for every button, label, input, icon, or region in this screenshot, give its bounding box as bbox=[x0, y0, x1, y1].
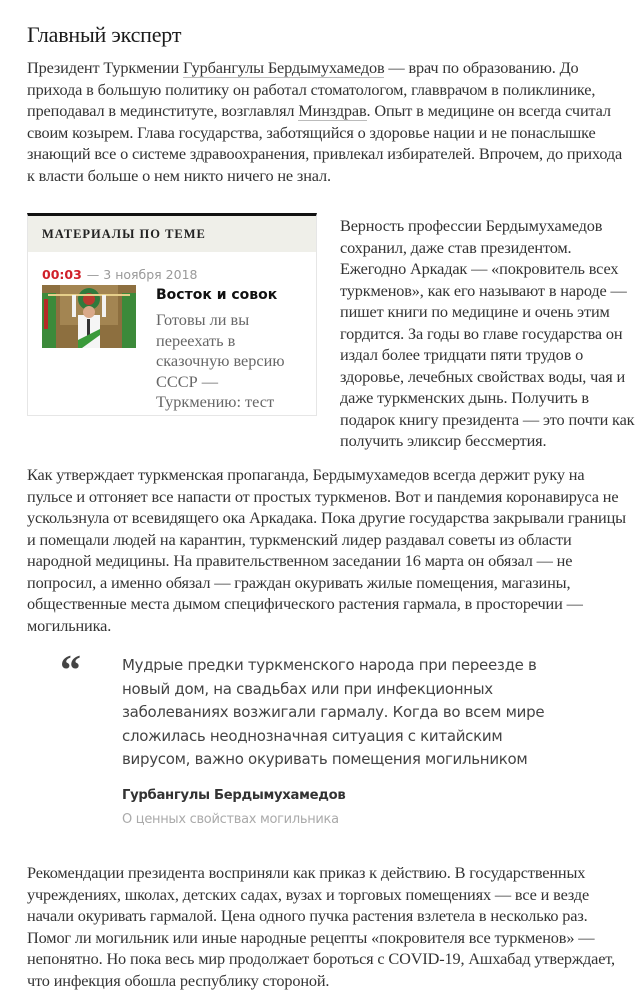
image-thumbnail-icon bbox=[42, 285, 136, 348]
article-paragraph-3: Как утверждает туркменская пропаганда, Бердымухамедов всегда держит руку на пульсе и отгоняет все напасти от простых туркменов. Вот и пандемия коронавируса не ускользнула от всевидящего ока Аркадака. Пока другие государства закрывали границы и помещали людей на карантин, туркменский лидер раздавал советы из области народной медицины. На правительственном заседании 16 марта он обязал — не попросил, а именно обязал — граждан окуривать жилые помещения, магазины, общественные места дымом специфического растения гармала, в просторечии — могильника. bbox=[27, 465, 626, 635]
related-item-meta bbox=[42, 267, 197, 282]
video-duration: 00:03 bbox=[42, 267, 82, 282]
publish-date: — 3 ноября 2018 bbox=[86, 267, 198, 282]
article-paragraph-4: Рекомендации президента восприняли как приказ к действию. В государственных учреждениях, школах, детских садах, вузах и торговых помещениях — все и везде начали окуривать гармалой. Цена одного пучка растения взлетела в несколько раз. Помог ли могильник или иные народные рецепты «покровителя все туркменов» — непонятно. Но пока весь мир продолжает бороться с COVID-19, Ашхабад утверждает, что инфекция обошла республику стороной. bbox=[27, 863, 615, 990]
paragraph-text: — врач по образованию. До прихода в большую политику он работал стоматологом, главврачом в поликлинике, преподавал в мединституте, возглавлял bbox=[27, 58, 596, 120]
related-item-description[interactable]: Готовы ли вы переехать в сказочную версию СССР — Туркмению: тест bbox=[156, 310, 285, 411]
quote-text: Мудрые предки туркменского народа при переезде в новый дом, на свадьбах или при инфекционных заболеваниях возжигали гармалу. Когда во всем мире сложилась неоднозначная ситуация с китайским вирусом, важно окуривать помещения могильником bbox=[122, 656, 545, 768]
related-materials-header: МАТЕРИАЛЫ ПО ТЕМЕ bbox=[28, 216, 316, 252]
related-item-thumbnail[interactable] bbox=[42, 285, 136, 348]
quote-mark-icon: “ bbox=[60, 648, 81, 694]
article-paragraph-2: Верность профессии Бердымухамедов сохранил, даже став президентом. Ежегодно Аркадак — «покровитель всех туркменов», как его называют в народе — пишет книги по медицине и очень этим гордится. За годы во главе государства он издал более тридцати пяти трудов о здоровье, лечебных свойствах воды, чая и даже туркменских дынь. Получить в подарок книгу президента — это почти как получить эликсир бессмертия. bbox=[340, 216, 635, 450]
related-materials-card[interactable] bbox=[27, 213, 317, 416]
paragraph-text: . Опыт в медицине он всегда считал своим козырем. Глава государства, заботящийся о здоровье нации и не понаслышке знающий все о системе здравоохранения, привлекал избирателей. Впрочем, до прихода к власти больше о нем никто ничего не знал. bbox=[27, 101, 623, 185]
quote-source: О ценных свойствах могильника bbox=[122, 812, 339, 827]
quote-author: Гурбангулы Бердымухамедов bbox=[122, 788, 346, 803]
person-link-berdimuhamedov[interactable]: Гурбангулы Бердымухамедов bbox=[182, 58, 385, 77]
section-title: Главный эксперт bbox=[27, 22, 182, 47]
paragraph-text: Президент Туркмении bbox=[27, 58, 183, 77]
article-paragraph-1 bbox=[27, 57, 627, 186]
related-item-title[interactable]: Восток и совок bbox=[156, 287, 278, 303]
ministry-of-health-link[interactable]: Минздрав bbox=[298, 101, 367, 120]
